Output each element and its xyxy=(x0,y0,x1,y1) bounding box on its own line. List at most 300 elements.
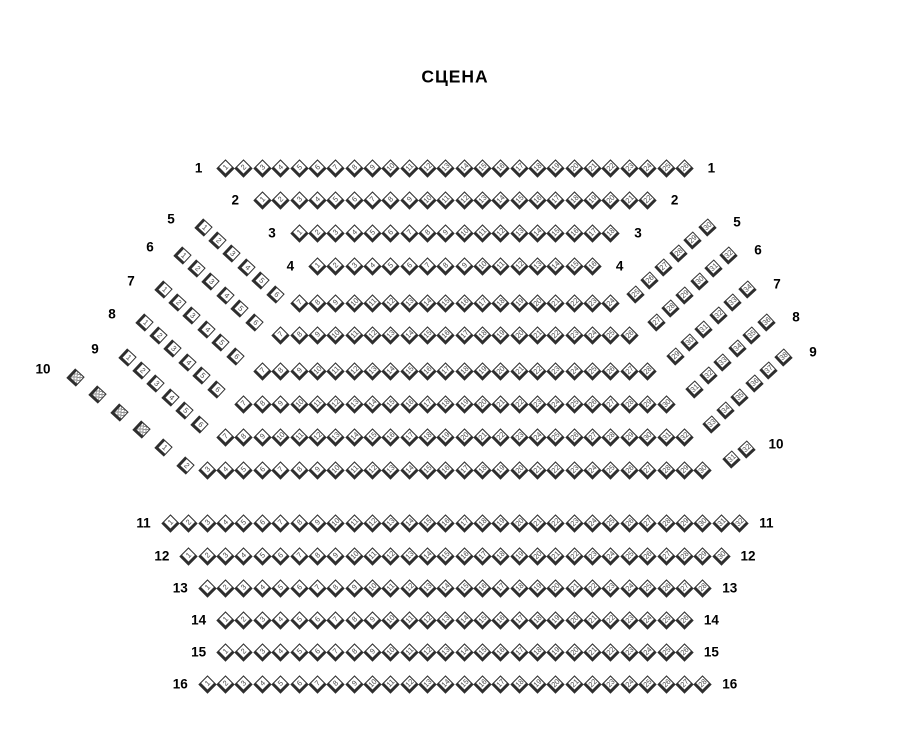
seat[interactable] xyxy=(694,514,712,532)
seat[interactable] xyxy=(528,611,546,629)
seat[interactable] xyxy=(253,191,271,209)
seat[interactable] xyxy=(363,191,381,209)
seat[interactable] xyxy=(602,428,620,446)
seat[interactable] xyxy=(528,362,546,380)
seat[interactable] xyxy=(492,224,510,242)
seat[interactable] xyxy=(327,579,345,597)
seat[interactable] xyxy=(308,547,326,565)
seat[interactable] xyxy=(345,675,363,693)
seat[interactable] xyxy=(253,643,271,661)
seat[interactable] xyxy=(620,191,638,209)
seat[interactable] xyxy=(418,224,436,242)
seat[interactable] xyxy=(363,362,381,380)
seat[interactable] xyxy=(620,643,638,661)
seat[interactable] xyxy=(164,340,182,358)
seat[interactable] xyxy=(345,579,363,597)
seat[interactable] xyxy=(602,326,620,344)
seat[interactable] xyxy=(437,159,455,177)
seat[interactable] xyxy=(602,675,620,693)
seat[interactable] xyxy=(473,191,491,209)
seat[interactable] xyxy=(154,280,172,298)
seat[interactable] xyxy=(492,191,510,209)
seat[interactable] xyxy=(528,579,546,597)
seat[interactable] xyxy=(657,461,675,479)
seat[interactable] xyxy=(271,159,289,177)
seat[interactable] xyxy=(492,611,510,629)
seat[interactable] xyxy=(699,366,717,384)
seat[interactable] xyxy=(211,333,229,351)
seat[interactable] xyxy=(455,675,473,693)
seat[interactable] xyxy=(492,675,510,693)
seat[interactable] xyxy=(135,313,153,331)
seat[interactable] xyxy=(565,461,583,479)
seat[interactable] xyxy=(418,159,436,177)
seat[interactable] xyxy=(716,401,734,419)
seat[interactable] xyxy=(400,675,418,693)
seat[interactable] xyxy=(437,675,455,693)
seat[interactable] xyxy=(565,326,583,344)
seat[interactable] xyxy=(583,461,601,479)
seat[interactable] xyxy=(547,643,565,661)
seat[interactable] xyxy=(583,257,601,275)
seat[interactable] xyxy=(230,299,248,317)
seat[interactable] xyxy=(418,191,436,209)
seat[interactable] xyxy=(694,547,712,565)
seat[interactable] xyxy=(528,395,546,413)
seat[interactable] xyxy=(638,428,656,446)
seat[interactable] xyxy=(455,428,473,446)
seat[interactable] xyxy=(638,547,656,565)
seat[interactable] xyxy=(657,428,675,446)
seat[interactable] xyxy=(620,395,638,413)
seat[interactable] xyxy=(382,428,400,446)
seat[interactable] xyxy=(583,675,601,693)
seat[interactable] xyxy=(510,159,528,177)
seat[interactable] xyxy=(759,361,777,379)
seat[interactable] xyxy=(640,271,658,289)
seat[interactable] xyxy=(473,362,491,380)
seat[interactable] xyxy=(290,675,308,693)
seat[interactable] xyxy=(253,461,271,479)
seat[interactable] xyxy=(308,257,326,275)
seat[interactable] xyxy=(675,547,693,565)
seat[interactable] xyxy=(583,579,601,597)
seat[interactable] xyxy=(638,362,656,380)
seat[interactable] xyxy=(226,347,244,365)
seat[interactable] xyxy=(565,547,583,565)
seat[interactable] xyxy=(216,159,234,177)
seat[interactable] xyxy=(363,579,381,597)
seat[interactable] xyxy=(657,514,675,532)
seat[interactable] xyxy=(437,294,455,312)
seat[interactable] xyxy=(730,514,748,532)
seat[interactable] xyxy=(327,428,345,446)
seat[interactable] xyxy=(308,224,326,242)
seat[interactable] xyxy=(327,461,345,479)
seat[interactable] xyxy=(308,514,326,532)
seat[interactable] xyxy=(492,461,510,479)
seat[interactable] xyxy=(455,611,473,629)
seat[interactable] xyxy=(216,643,234,661)
seat[interactable] xyxy=(235,611,253,629)
seat[interactable] xyxy=(345,159,363,177)
seat[interactable] xyxy=(712,547,730,565)
seat[interactable] xyxy=(528,675,546,693)
seat[interactable] xyxy=(345,428,363,446)
seat[interactable] xyxy=(327,224,345,242)
seat[interactable] xyxy=(290,362,308,380)
seat[interactable] xyxy=(455,224,473,242)
seat[interactable] xyxy=(676,286,694,304)
seat[interactable] xyxy=(547,326,565,344)
seat[interactable] xyxy=(657,579,675,597)
seat[interactable] xyxy=(235,547,253,565)
seat[interactable] xyxy=(473,579,491,597)
seat[interactable] xyxy=(271,547,289,565)
seat[interactable] xyxy=(216,286,234,304)
seat[interactable] xyxy=(510,514,528,532)
seat[interactable] xyxy=(528,294,546,312)
seat[interactable] xyxy=(202,273,220,291)
seat[interactable] xyxy=(327,294,345,312)
seat[interactable] xyxy=(492,643,510,661)
seat[interactable] xyxy=(510,326,528,344)
seat[interactable] xyxy=(528,547,546,565)
seat[interactable] xyxy=(565,224,583,242)
seat[interactable] xyxy=(271,191,289,209)
seat[interactable] xyxy=(492,362,510,380)
seat[interactable] xyxy=(602,395,620,413)
seat[interactable] xyxy=(271,611,289,629)
seat[interactable] xyxy=(712,514,730,532)
seat[interactable] xyxy=(528,643,546,661)
seat[interactable] xyxy=(437,579,455,597)
seat[interactable] xyxy=(266,285,284,303)
seat[interactable] xyxy=(528,191,546,209)
seat[interactable] xyxy=(620,461,638,479)
seat[interactable] xyxy=(565,643,583,661)
seat[interactable] xyxy=(620,159,638,177)
seat[interactable] xyxy=(774,348,792,366)
seat[interactable] xyxy=(647,313,665,331)
seat[interactable] xyxy=(216,579,234,597)
seat[interactable] xyxy=(253,547,271,565)
seat[interactable] xyxy=(327,675,345,693)
seat[interactable] xyxy=(237,258,255,276)
seat[interactable] xyxy=(510,428,528,446)
seat[interactable] xyxy=(714,353,732,371)
seat[interactable] xyxy=(154,438,172,456)
seat[interactable] xyxy=(187,259,205,277)
seat[interactable] xyxy=(473,514,491,532)
seat[interactable] xyxy=(528,257,546,275)
seat[interactable] xyxy=(602,643,620,661)
seat[interactable] xyxy=(638,579,656,597)
seat[interactable] xyxy=(583,159,601,177)
seat[interactable] xyxy=(547,428,565,446)
seat[interactable] xyxy=(728,340,746,358)
seat[interactable] xyxy=(455,326,473,344)
seat[interactable] xyxy=(327,514,345,532)
seat[interactable] xyxy=(271,579,289,597)
seat[interactable] xyxy=(400,428,418,446)
seat[interactable] xyxy=(308,326,326,344)
seat[interactable] xyxy=(565,362,583,380)
seat[interactable] xyxy=(510,643,528,661)
seat[interactable] xyxy=(455,579,473,597)
seat[interactable] xyxy=(308,294,326,312)
seat[interactable] xyxy=(308,395,326,413)
seat[interactable] xyxy=(547,675,565,693)
seat[interactable] xyxy=(400,579,418,597)
seat[interactable] xyxy=(175,401,193,419)
seat[interactable] xyxy=(473,257,491,275)
seat[interactable] xyxy=(382,395,400,413)
seat[interactable] xyxy=(602,224,620,242)
seat[interactable] xyxy=(455,362,473,380)
seat[interactable] xyxy=(192,366,210,384)
seat[interactable] xyxy=(418,675,436,693)
seat[interactable] xyxy=(437,514,455,532)
seat[interactable] xyxy=(400,224,418,242)
seat[interactable] xyxy=(565,191,583,209)
seat[interactable] xyxy=(400,461,418,479)
seat[interactable] xyxy=(638,191,656,209)
seat[interactable] xyxy=(400,159,418,177)
seat[interactable] xyxy=(418,547,436,565)
seat[interactable] xyxy=(198,675,216,693)
seat[interactable] xyxy=(661,299,679,317)
seat[interactable] xyxy=(216,514,234,532)
seat[interactable] xyxy=(161,514,179,532)
seat[interactable] xyxy=(437,362,455,380)
seat[interactable] xyxy=(235,428,253,446)
seat[interactable] xyxy=(583,611,601,629)
seat[interactable] xyxy=(702,415,720,433)
seat[interactable] xyxy=(253,611,271,629)
seat[interactable] xyxy=(694,579,712,597)
seat[interactable] xyxy=(602,547,620,565)
seat[interactable] xyxy=(602,362,620,380)
seat[interactable] xyxy=(345,224,363,242)
seat[interactable] xyxy=(565,579,583,597)
seat[interactable] xyxy=(620,514,638,532)
seat[interactable] xyxy=(547,191,565,209)
seat[interactable] xyxy=(382,643,400,661)
seat[interactable] xyxy=(473,643,491,661)
seat[interactable] xyxy=(345,643,363,661)
seat[interactable] xyxy=(510,362,528,380)
seat[interactable] xyxy=(382,579,400,597)
seat[interactable] xyxy=(400,395,418,413)
seat[interactable] xyxy=(638,159,656,177)
seat[interactable] xyxy=(695,320,713,338)
seat[interactable] xyxy=(602,191,620,209)
seat[interactable] xyxy=(455,294,473,312)
seat[interactable] xyxy=(235,514,253,532)
seat[interactable] xyxy=(437,611,455,629)
seat[interactable] xyxy=(418,362,436,380)
seat[interactable] xyxy=(253,675,271,693)
seat[interactable] xyxy=(626,285,644,303)
seat[interactable] xyxy=(308,579,326,597)
seat[interactable] xyxy=(198,514,216,532)
seat[interactable] xyxy=(271,461,289,479)
seat[interactable] xyxy=(216,675,234,693)
seat[interactable] xyxy=(583,514,601,532)
seat[interactable] xyxy=(418,579,436,597)
seat[interactable] xyxy=(345,257,363,275)
seat[interactable] xyxy=(669,245,687,263)
seat[interactable] xyxy=(437,326,455,344)
seat[interactable] xyxy=(363,326,381,344)
seat[interactable] xyxy=(723,293,741,311)
seat[interactable] xyxy=(223,245,241,263)
seat[interactable] xyxy=(547,294,565,312)
seat[interactable] xyxy=(290,224,308,242)
seat[interactable] xyxy=(437,547,455,565)
seat[interactable] xyxy=(149,326,167,344)
seat[interactable] xyxy=(510,191,528,209)
seat[interactable] xyxy=(245,313,263,331)
seat[interactable] xyxy=(253,159,271,177)
seat[interactable] xyxy=(547,362,565,380)
seat[interactable] xyxy=(400,191,418,209)
seat[interactable] xyxy=(382,461,400,479)
seat[interactable] xyxy=(235,461,253,479)
seat[interactable] xyxy=(473,159,491,177)
seat[interactable] xyxy=(400,294,418,312)
seat[interactable] xyxy=(565,159,583,177)
seat[interactable] xyxy=(657,547,675,565)
seat[interactable] xyxy=(363,461,381,479)
seat[interactable] xyxy=(528,159,546,177)
seat[interactable] xyxy=(253,362,271,380)
seat[interactable] xyxy=(638,611,656,629)
seat[interactable] xyxy=(235,395,253,413)
seat[interactable] xyxy=(271,675,289,693)
seat[interactable] xyxy=(565,675,583,693)
seat[interactable] xyxy=(345,611,363,629)
seat[interactable] xyxy=(685,380,703,398)
seat[interactable] xyxy=(675,675,693,693)
seat[interactable] xyxy=(382,326,400,344)
seat[interactable] xyxy=(694,675,712,693)
seat[interactable] xyxy=(510,547,528,565)
seat[interactable] xyxy=(290,326,308,344)
seat[interactable] xyxy=(382,294,400,312)
seat[interactable] xyxy=(455,547,473,565)
seat[interactable] xyxy=(680,333,698,351)
seat[interactable] xyxy=(565,514,583,532)
seat[interactable] xyxy=(290,428,308,446)
seat[interactable] xyxy=(455,514,473,532)
seat[interactable] xyxy=(528,326,546,344)
seat[interactable] xyxy=(738,280,756,298)
seat[interactable] xyxy=(638,395,656,413)
seat[interactable] xyxy=(345,547,363,565)
seat[interactable] xyxy=(492,159,510,177)
seat[interactable] xyxy=(745,375,763,393)
seat[interactable] xyxy=(620,675,638,693)
seat[interactable] xyxy=(253,428,271,446)
seat[interactable] xyxy=(657,643,675,661)
seat[interactable] xyxy=(565,395,583,413)
seat[interactable] xyxy=(418,428,436,446)
seat[interactable] xyxy=(547,159,565,177)
seat[interactable] xyxy=(382,611,400,629)
seat[interactable] xyxy=(345,514,363,532)
seat[interactable] xyxy=(675,643,693,661)
seat[interactable] xyxy=(382,675,400,693)
seat[interactable] xyxy=(638,675,656,693)
seat[interactable] xyxy=(271,362,289,380)
seat[interactable] xyxy=(437,191,455,209)
seat[interactable] xyxy=(327,257,345,275)
seat[interactable] xyxy=(418,514,436,532)
seat[interactable] xyxy=(251,271,269,289)
seat[interactable] xyxy=(675,514,693,532)
seat[interactable] xyxy=(363,224,381,242)
seat[interactable] xyxy=(400,257,418,275)
seat[interactable] xyxy=(363,643,381,661)
seat[interactable] xyxy=(382,514,400,532)
seat[interactable] xyxy=(327,159,345,177)
seat[interactable] xyxy=(638,461,656,479)
seat[interactable] xyxy=(492,579,510,597)
seat[interactable] xyxy=(235,675,253,693)
seat[interactable] xyxy=(547,579,565,597)
seat[interactable] xyxy=(235,643,253,661)
seat[interactable] xyxy=(657,159,675,177)
seat[interactable] xyxy=(657,611,675,629)
seat[interactable] xyxy=(418,461,436,479)
seat[interactable] xyxy=(690,273,708,291)
seat[interactable] xyxy=(418,257,436,275)
seat[interactable] xyxy=(363,611,381,629)
seat[interactable] xyxy=(510,611,528,629)
seat[interactable] xyxy=(327,191,345,209)
seat[interactable] xyxy=(666,347,684,365)
seat[interactable] xyxy=(290,547,308,565)
seat[interactable] xyxy=(308,159,326,177)
seat[interactable] xyxy=(455,395,473,413)
seat[interactable] xyxy=(620,362,638,380)
seat[interactable] xyxy=(510,675,528,693)
seat[interactable] xyxy=(547,257,565,275)
seat[interactable] xyxy=(528,461,546,479)
seat[interactable] xyxy=(437,428,455,446)
seat[interactable] xyxy=(655,258,673,276)
seat[interactable] xyxy=(602,611,620,629)
seat[interactable] xyxy=(492,294,510,312)
seat[interactable] xyxy=(437,224,455,242)
seat[interactable] xyxy=(492,428,510,446)
seat[interactable] xyxy=(198,461,216,479)
seat[interactable] xyxy=(473,428,491,446)
seat[interactable] xyxy=(683,231,701,249)
seat[interactable] xyxy=(455,191,473,209)
seat[interactable] xyxy=(418,326,436,344)
seat[interactable] xyxy=(161,388,179,406)
seat[interactable] xyxy=(183,307,201,325)
seat[interactable] xyxy=(418,395,436,413)
seat[interactable] xyxy=(382,362,400,380)
seat[interactable] xyxy=(565,257,583,275)
seat[interactable] xyxy=(704,259,722,277)
seat[interactable] xyxy=(510,579,528,597)
seat[interactable] xyxy=(565,611,583,629)
